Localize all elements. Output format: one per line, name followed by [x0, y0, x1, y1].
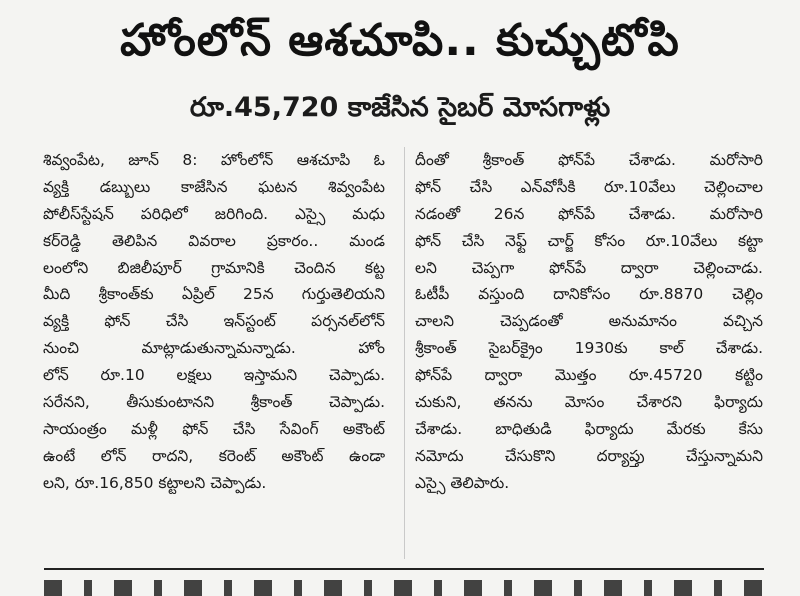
text-line: నుంచి మాట్లాడుతున్నామన్నాడు. హోం: [43, 339, 385, 358]
text-line: వ్యక్తి డబ్బులు కాజేసిన ఘటన శివ్వంపేట: [43, 177, 385, 196]
text-line: ఉంటే లోన్ రాదని, కరెంట్ అకౌంట్ ఉండా: [43, 446, 385, 465]
article-column-left: [43, 147, 385, 497]
text-line: నమోదు చేసుకొని దర్యాప్తు చేస్తున్నామని: [415, 446, 763, 465]
text-line: లని చెప్పగా ఫోన్‌పే ద్వారా చెల్లించాడు.: [415, 258, 763, 277]
text-line: ఫోన్‌పే ద్వారా మొత్తం రూ.45720 కట్టిం: [415, 366, 763, 385]
column-divider: [404, 147, 405, 559]
text-line: సరేనని, తీసుకుంటానని శ్రీకాంత్ చెప్పాడు.: [43, 393, 385, 412]
text-line: చుకుని, తనను మోసం చేశారని ఫిర్యాదు: [415, 393, 763, 412]
text-line: లని, రూ.16,850 కట్టాలని చెప్పాడు.: [43, 473, 267, 492]
text-line: చేశాడు. బాధితుడి ఫిర్యాదు మేరకు కేసు: [415, 419, 763, 438]
text-line: ఓటీపీ వస్తుంది దానికోసం రూ.8870 చెల్లిం: [415, 285, 763, 304]
text-line: పోలీస్‌స్టేషన్ పరిధిలో జరిగింది. ఎస్సై మధు: [43, 204, 385, 223]
text-line: శ్రీకాంత్ సైబర్‌క్రైం 1930కు కాల్ చేశాడు.: [415, 339, 763, 358]
subheadline: రూ.45,720 కాజేసిన సైబర్ మోసగాళ్లు: [189, 92, 611, 123]
text-line: లోన్ రూ.10 లక్షలు ఇస్తామని చెప్పాడు.: [43, 366, 385, 385]
text-line: నడంతో 26న ఫోన్‌పే చేశాడు. మరోసారి: [415, 204, 763, 223]
text-line: చాలని చెప్పడంతో అనుమానం వచ్చిన: [415, 312, 763, 331]
text-line: కర్‌రెడ్డి తెలిపిన వివరాల ప్రకారం.. మండ: [43, 231, 385, 250]
text-line: లంలోని బిజిలీపూర్ గ్రామానికి చెందిన కట్ట: [43, 258, 385, 277]
text-line: శివ్వంపేట, జూన్ 8: హోంలోన్ ఆశచూపి ఓ: [43, 151, 385, 169]
section-rule: [44, 568, 764, 570]
text-line: దీంతో శ్రీకాంత్ ఫోన్‌పే చేశాడు. మరోసారి: [415, 151, 763, 169]
text-line: ఫోన్ చేసి ఎన్‌వోసీకి రూ.10వేలు చెల్లించాల: [415, 177, 763, 196]
cropped-next-headline: [44, 575, 764, 596]
text-line: మీది శ్రీకాంత్‌కు ఏప్రిల్ 25న గుర్తుతెలియని: [43, 285, 385, 304]
text-line: సాయంత్రం మళ్లీ ఫోన్ చేసి సేవింగ్ అకౌంట్: [43, 419, 385, 438]
text-line: ఫోన్ చేసి నెఫ్ట్ చార్జ్ కోసం రూ.10వేలు కట్టా: [415, 231, 763, 250]
headline: హోంలోన్ ఆశచూపి.. కుచ్చుటోపి: [120, 15, 680, 66]
text-line: ఎస్సై తెలిపారు.: [415, 473, 510, 492]
article-column-right: [415, 147, 763, 497]
text-line: వ్యక్తి ఫోన్ చేసి ఇన్‌స్టంట్ పర్సనల్‌లోన్: [43, 312, 385, 331]
